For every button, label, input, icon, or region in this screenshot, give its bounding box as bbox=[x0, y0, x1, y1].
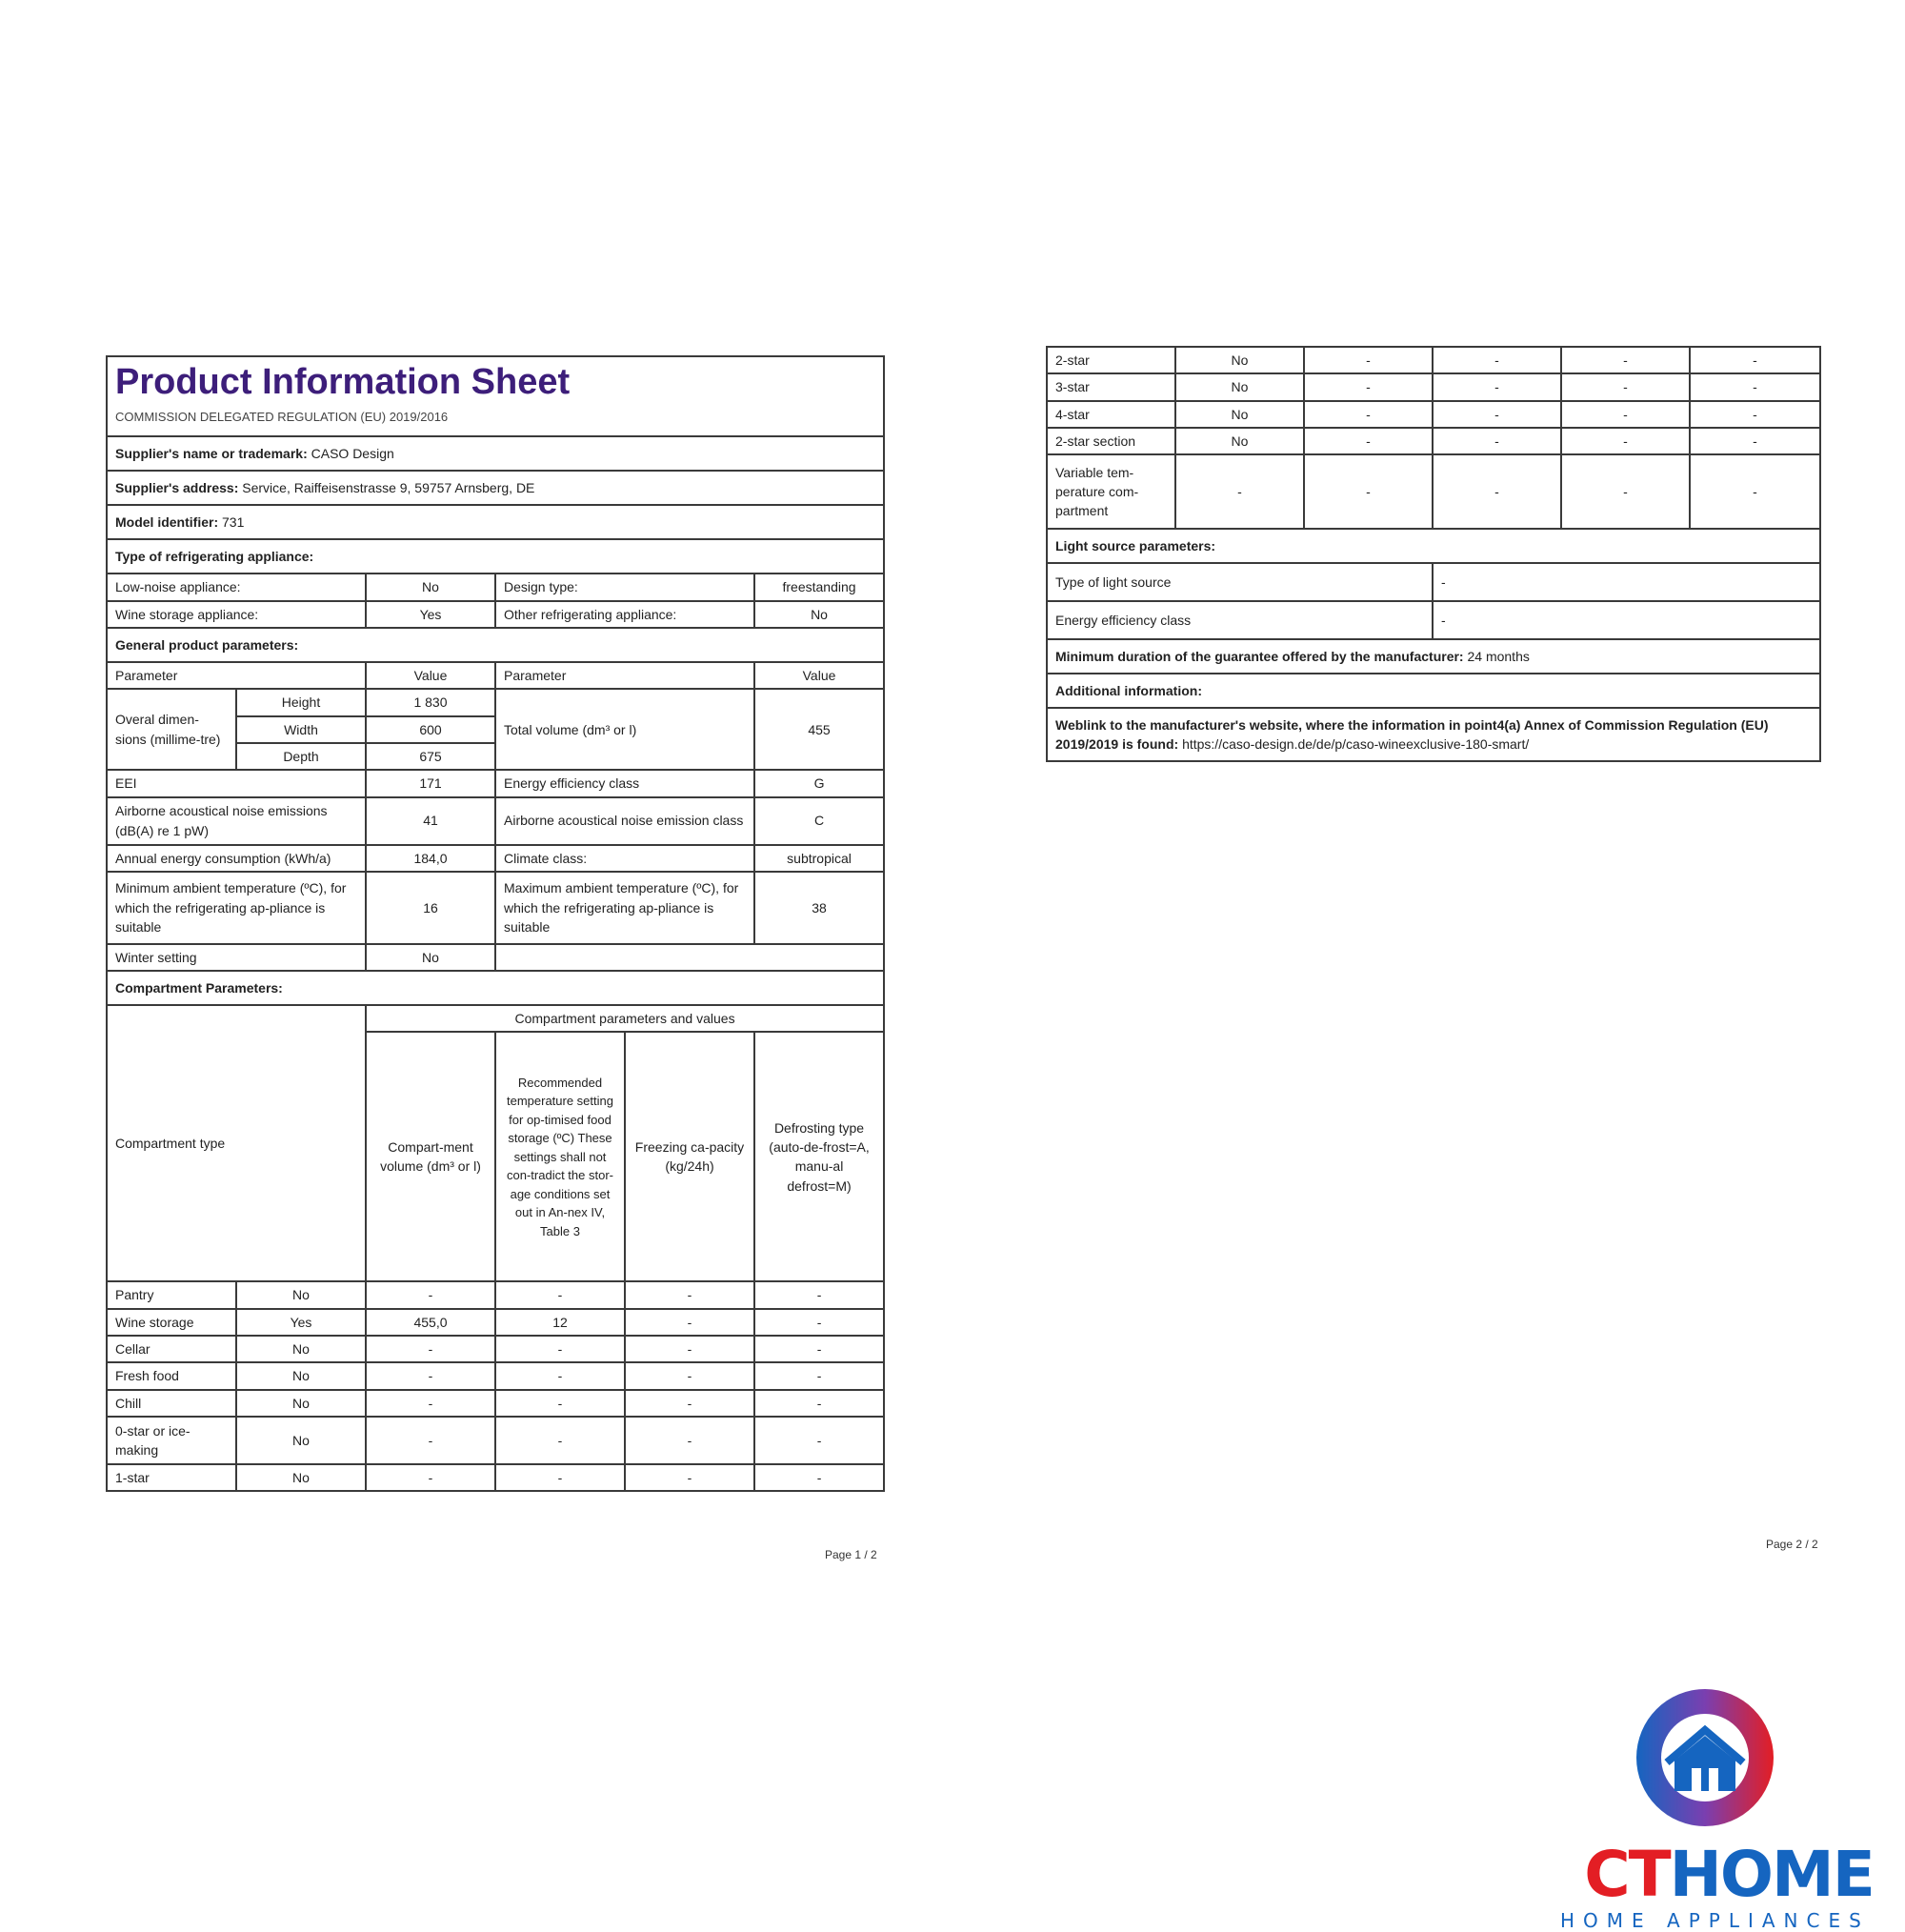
compartment-row bbox=[107, 1417, 884, 1464]
compartment-row bbox=[1047, 454, 1820, 529]
compartment-freezing: - bbox=[1561, 347, 1690, 373]
noise-class-value: C bbox=[754, 797, 884, 845]
compartment-name: Variable tem-perature com-partment bbox=[1047, 454, 1175, 529]
other-appliance-value: No bbox=[754, 601, 884, 628]
compartment-params-header: Compartment parameters and values bbox=[366, 1005, 884, 1032]
compartment-name: 4-star bbox=[1047, 401, 1175, 428]
compartment-freezing: - bbox=[1561, 428, 1690, 454]
wine-storage-label: Wine storage appliance: bbox=[107, 601, 366, 628]
weblink-value: https://caso-design.de/de/p/caso-wineexclusive-180-smart/ bbox=[1182, 736, 1530, 753]
parameter-header: Parameter bbox=[495, 662, 754, 689]
compartment-volume: - bbox=[1304, 428, 1433, 454]
compartment-name: 1-star bbox=[107, 1464, 236, 1491]
winter-setting-value: No bbox=[366, 944, 495, 971]
compartment-name: Pantry bbox=[107, 1281, 236, 1308]
compartment-defrost: - bbox=[754, 1362, 884, 1389]
compartment-defrost: - bbox=[1690, 347, 1820, 373]
weblink-row: Weblink to the manufacturer's website, where the information in point4(a) Annex of Commission Regulation (EU) 2019/2019 is found: https://caso-design.de/de/p/caso-wineexclusive-180-smart/ bbox=[1047, 708, 1820, 761]
design-type-value: freestanding bbox=[754, 574, 884, 600]
compartment-present: No bbox=[236, 1417, 366, 1464]
compartment-name: Wine storage bbox=[107, 1309, 236, 1336]
document-subtitle: COMMISSION DELEGATED REGULATION (EU) 2019/2016 bbox=[115, 409, 449, 424]
compartment-row bbox=[107, 1464, 884, 1491]
freezing-capacity-header: Freezing ca-pacity (kg/24h) bbox=[625, 1032, 754, 1281]
noise-class-label: Airborne acoustical noise emission class bbox=[495, 797, 754, 845]
compartment-freezing: - bbox=[625, 1362, 754, 1389]
product-info-table bbox=[106, 355, 885, 1492]
document-page-2 bbox=[1046, 346, 1819, 762]
value-header: Value bbox=[366, 662, 495, 689]
max-temp-value: 38 bbox=[754, 872, 884, 944]
compartment-row bbox=[107, 1309, 884, 1336]
compartment-defrost: - bbox=[1690, 428, 1820, 454]
compartment-present: No bbox=[1175, 373, 1304, 400]
compartment-freezing: - bbox=[1561, 454, 1690, 529]
compartment-row bbox=[107, 1390, 884, 1417]
compartment-freezing: - bbox=[1561, 373, 1690, 400]
light-source-heading: Light source parameters: bbox=[1047, 529, 1820, 563]
compartment-volume: - bbox=[366, 1417, 495, 1464]
supplier-address: Service, Raiffeisenstrasse 9, 59757 Arnsberg, DE bbox=[242, 480, 535, 496]
compartment-temp: - bbox=[1433, 428, 1561, 454]
supplier-name-row: Supplier's name or trademark: CASO Design bbox=[107, 436, 884, 471]
value-header: Value bbox=[754, 662, 884, 689]
total-volume-label: Total volume (dm³ or l) bbox=[495, 689, 754, 770]
eei-value: 171 bbox=[366, 770, 495, 796]
annual-energy-label: Annual energy consumption (kWh/a) bbox=[107, 845, 366, 872]
noise-emissions-label: Airborne acoustical noise emissions (dB(A) re 1 pW) bbox=[107, 797, 366, 845]
compartment-volume: - bbox=[366, 1362, 495, 1389]
compartment-temp: - bbox=[1433, 401, 1561, 428]
compartment-present: No bbox=[236, 1464, 366, 1491]
compartment-defrost: - bbox=[754, 1390, 884, 1417]
compartment-present: No bbox=[236, 1362, 366, 1389]
compartment-temp: - bbox=[1433, 347, 1561, 373]
light-class-value: - bbox=[1433, 601, 1820, 639]
width-label: Width bbox=[236, 716, 366, 743]
compartment-volume: - bbox=[1304, 347, 1433, 373]
compartment-row bbox=[1047, 347, 1820, 373]
supplier-address-row: Supplier's address: Service, Raiffeisenstrasse 9, 59757 Arnsberg, DE bbox=[107, 471, 884, 505]
compartment-row bbox=[107, 1281, 884, 1308]
compartment-temp: 12 bbox=[495, 1309, 625, 1336]
compartment-temp: - bbox=[495, 1281, 625, 1308]
guarantee-row: Minimum duration of the guarantee offered by the manufacturer: 24 months bbox=[1047, 639, 1820, 674]
page-number-2: Page 2 / 2 bbox=[1766, 1538, 1818, 1551]
compartment-name: Cellar bbox=[107, 1336, 236, 1362]
compartment-present: No bbox=[1175, 347, 1304, 373]
page-number-1: Page 1 / 2 bbox=[825, 1548, 877, 1561]
compartment-volume: - bbox=[1304, 373, 1433, 400]
winter-setting-label: Winter setting bbox=[107, 944, 366, 971]
climate-class-value: subtropical bbox=[754, 845, 884, 872]
wine-storage-value: Yes bbox=[366, 601, 495, 628]
document-title: Product Information Sheet bbox=[115, 362, 571, 402]
compartment-name: 2-star bbox=[1047, 347, 1175, 373]
compartment-defrost: - bbox=[754, 1464, 884, 1491]
compartment-present: No bbox=[236, 1390, 366, 1417]
compartment-volume: - bbox=[366, 1281, 495, 1308]
compartment-temp: - bbox=[495, 1464, 625, 1491]
width-value: 600 bbox=[366, 716, 495, 743]
parameter-header: Parameter bbox=[107, 662, 366, 689]
recommended-temp-header: Recommended temperature setting for op-timised food storage (ºC) These settings shall not con-tradict the stor-age conditions set out in An-nex IV, Table 3 bbox=[495, 1032, 625, 1281]
compartment-row bbox=[107, 1362, 884, 1389]
height-label: Height bbox=[236, 689, 366, 715]
energy-class-value: G bbox=[754, 770, 884, 796]
compartment-volume: - bbox=[1304, 401, 1433, 428]
compartment-defrost: - bbox=[1690, 401, 1820, 428]
compartment-name: 2-star section bbox=[1047, 428, 1175, 454]
brand-name: CTHOME bbox=[1584, 1838, 1874, 1911]
compartment-defrost: - bbox=[754, 1336, 884, 1362]
defrosting-type-header: Defrosting type (auto-de-frost=A, manu-al defrost=M) bbox=[754, 1032, 884, 1281]
noise-emissions-value: 41 bbox=[366, 797, 495, 845]
low-noise-value: No bbox=[366, 574, 495, 600]
light-type-label: Type of light source bbox=[1047, 563, 1433, 601]
compartment-volume: - bbox=[366, 1464, 495, 1491]
dimensions-label: Overal dimen-sions (millime-tre) bbox=[107, 689, 236, 770]
guarantee-value: 24 months bbox=[1467, 649, 1530, 665]
compartment-defrost: - bbox=[754, 1417, 884, 1464]
compartment-freezing: - bbox=[625, 1464, 754, 1491]
compartment-name: Chill bbox=[107, 1390, 236, 1417]
compartment-present: Yes bbox=[236, 1309, 366, 1336]
depth-value: 675 bbox=[366, 743, 495, 770]
compartment-temp: - bbox=[495, 1390, 625, 1417]
depth-label: Depth bbox=[236, 743, 366, 770]
compartment-name: 0-star or ice-making bbox=[107, 1417, 236, 1464]
compartment-volume-header: Compart-ment volume (dm³ or l) bbox=[366, 1032, 495, 1281]
climate-class-label: Climate class: bbox=[495, 845, 754, 872]
compartment-row bbox=[1047, 428, 1820, 454]
compartment-present: No bbox=[236, 1281, 366, 1308]
document-page-1 bbox=[106, 355, 883, 1492]
min-temp-value: 16 bbox=[366, 872, 495, 944]
compartment-row bbox=[1047, 401, 1820, 428]
max-temp-label: Maximum ambient temperature (ºC), for which the refrigerating ap-pliance is suitable bbox=[495, 872, 754, 944]
compartment-volume: - bbox=[366, 1390, 495, 1417]
compartment-temp: - bbox=[495, 1362, 625, 1389]
height-value: 1 830 bbox=[366, 689, 495, 715]
compartment-defrost: - bbox=[1690, 373, 1820, 400]
brand-tagline: HOME APPLIANCES bbox=[1560, 1909, 1870, 1932]
min-temp-label: Minimum ambient temperature (ºC), for which the refrigerating ap-pliance is suitable bbox=[107, 872, 366, 944]
cthome-logo bbox=[1553, 1677, 1905, 1932]
energy-class-label: Energy efficiency class bbox=[495, 770, 754, 796]
compartment-row bbox=[1047, 373, 1820, 400]
compartment-row bbox=[107, 1336, 884, 1362]
compartment-volume: 455,0 bbox=[366, 1309, 495, 1336]
compartment-freezing: - bbox=[625, 1281, 754, 1308]
additional-info-heading: Additional information: bbox=[1047, 674, 1820, 708]
compartment-present: No bbox=[1175, 428, 1304, 454]
eei-label: EEI bbox=[107, 770, 366, 796]
model-identifier-row: Model identifier: 731 bbox=[107, 505, 884, 539]
light-type-value: - bbox=[1433, 563, 1820, 601]
total-volume-value: 455 bbox=[754, 689, 884, 770]
compartment-freezing: - bbox=[625, 1417, 754, 1464]
compartment-volume: - bbox=[366, 1336, 495, 1362]
compartment-type-header: Compartment type bbox=[107, 1005, 366, 1281]
supplier-name: CASO Design bbox=[311, 446, 394, 462]
design-type-label: Design type: bbox=[495, 574, 754, 600]
compartment-defrost: - bbox=[754, 1309, 884, 1336]
compartment-name: 3-star bbox=[1047, 373, 1175, 400]
house-logo-icon bbox=[1553, 1677, 1905, 1848]
compartment-parameters-heading: Compartment Parameters: bbox=[107, 971, 884, 1005]
compartment-temp: - bbox=[1433, 373, 1561, 400]
compartment-freezing: - bbox=[625, 1336, 754, 1362]
appliance-type-heading: Type of refrigerating appliance: bbox=[107, 539, 884, 574]
compartment-freezing: - bbox=[625, 1390, 754, 1417]
compartment-temp: - bbox=[1433, 454, 1561, 529]
compartment-present: No bbox=[1175, 401, 1304, 428]
light-class-label: Energy efficiency class bbox=[1047, 601, 1433, 639]
compartment-defrost: - bbox=[754, 1281, 884, 1308]
low-noise-label: Low-noise appliance: bbox=[107, 574, 366, 600]
product-info-table-continued bbox=[1046, 346, 1821, 762]
compartment-present: - bbox=[1175, 454, 1304, 529]
compartment-present: No bbox=[236, 1336, 366, 1362]
general-parameters-heading: General product parameters: bbox=[107, 628, 884, 662]
annual-energy-value: 184,0 bbox=[366, 845, 495, 872]
other-appliance-label: Other refrigerating appliance: bbox=[495, 601, 754, 628]
compartment-freezing: - bbox=[1561, 401, 1690, 428]
compartment-volume: - bbox=[1304, 454, 1433, 529]
model-identifier: 731 bbox=[222, 514, 245, 531]
compartment-freezing: - bbox=[625, 1309, 754, 1336]
compartment-temp: - bbox=[495, 1336, 625, 1362]
compartment-temp: - bbox=[495, 1417, 625, 1464]
compartment-defrost: - bbox=[1690, 454, 1820, 529]
compartment-name: Fresh food bbox=[107, 1362, 236, 1389]
